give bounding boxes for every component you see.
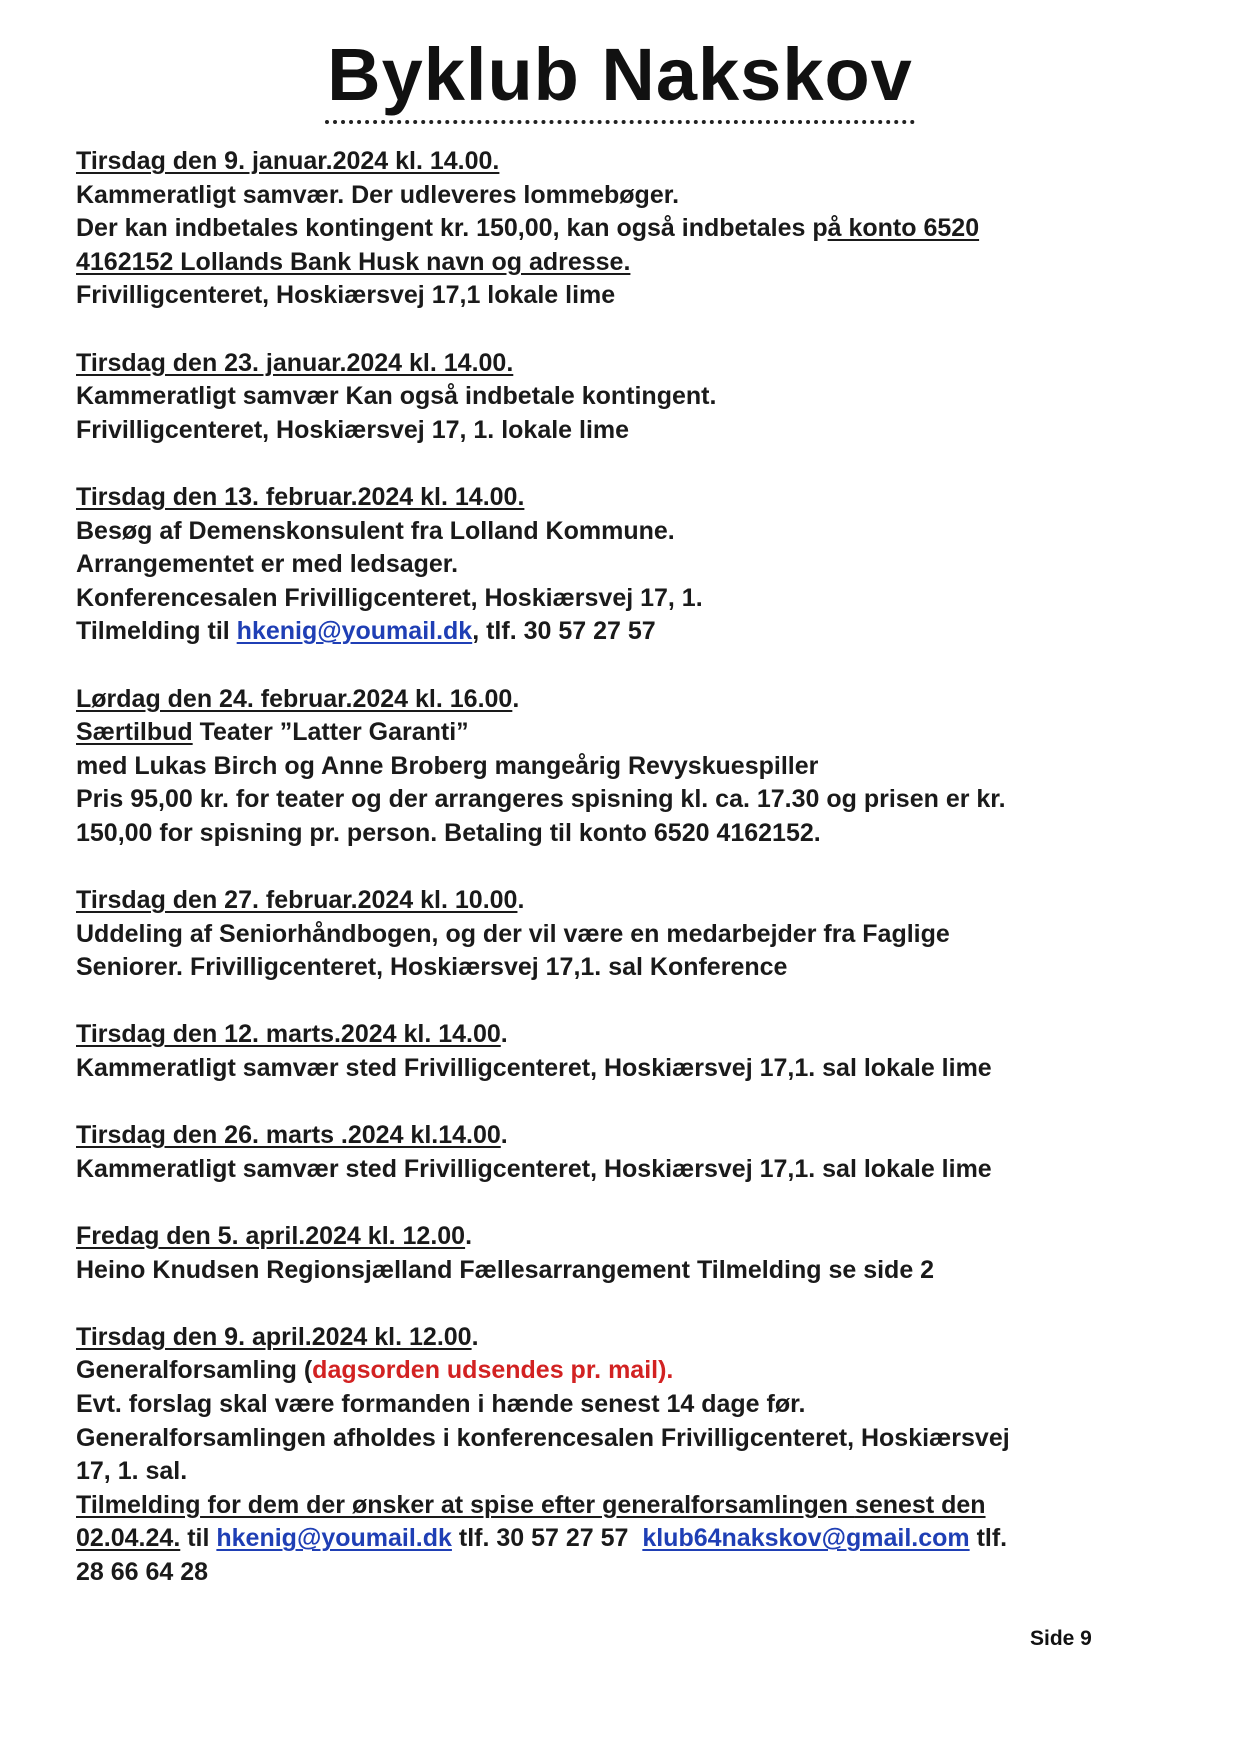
agenda-note: dagsorden udsendes pr. mail). xyxy=(312,1356,674,1385)
signup-text: for dem der ønsker at spise efter generalforsamlingen xyxy=(200,1490,855,1519)
event-date: Tirsdag den 13. februar.2024 kl. 14.00. xyxy=(76,482,525,511)
event-location: Kammeratligt samvær sted Frivilligcenteret, Hoskiærsvej 17,1. sal lokale lime xyxy=(76,1154,992,1183)
event-text: Tilmelding til xyxy=(76,617,237,646)
email-link[interactable]: hkenig@youmail.dk xyxy=(236,617,473,646)
event-text: Generalforsamling ( xyxy=(76,1356,313,1385)
event-item xyxy=(76,1321,1186,1590)
event-text: Heino Knudsen Regionsjælland Fællesarrangement Tilmelding se side 2 xyxy=(76,1255,935,1284)
event-item xyxy=(76,145,1186,313)
event-date: Tirsdag den 27. februar.2024 kl. 10.00 xyxy=(76,886,518,915)
signup-label: Tilmelding xyxy=(76,1490,201,1519)
event-text: Uddeling af Seniorhåndbogen, og der vil være en medarbejder fra Faglige xyxy=(76,919,950,948)
event-date-line xyxy=(76,683,1186,717)
event-date-line xyxy=(76,1119,1186,1153)
event-date: Tirsdag den 9. april.2024 kl. 12.00 xyxy=(76,1322,472,1351)
event-date-tail: . xyxy=(465,1222,473,1250)
event-text-line xyxy=(76,1489,1186,1523)
event-date-line xyxy=(76,1321,1186,1355)
event-text: Arrangementet er med ledsager. xyxy=(76,550,459,579)
event-date-line xyxy=(76,347,1186,381)
event-text: Kammeratligt samvær. Der udleveres lommebøger. xyxy=(76,180,680,209)
event-text-line xyxy=(76,246,1186,280)
account-info: 4162152 Lollands Bank Husk navn og adresse. xyxy=(76,247,631,276)
event-text: Pris 95,00 kr. for teater og der arrangeres spisning kl. ca. 17.30 og prisen er kr. xyxy=(76,785,1006,814)
event-date-line xyxy=(76,145,1186,179)
event-date-line xyxy=(76,1018,1186,1052)
page-number: Side 9 xyxy=(1030,1627,1092,1650)
event-item xyxy=(76,683,1186,851)
event-location: Frivilligcenteret, Hoskiærsvej 17, 1. lokale lime xyxy=(76,415,630,444)
event-location: Kammeratligt samvær sted Frivilligcenteret, Hoskiærsvej 17,1. sal lokale lime xyxy=(76,1054,992,1083)
email-link[interactable]: hkenig@youmail.dk xyxy=(216,1524,452,1553)
signup-date: 02.04.24. xyxy=(76,1524,181,1553)
event-text: med Lukas Birch og Anne Broberg mangeårig Revyskuespiller xyxy=(76,751,819,780)
event-text-line xyxy=(76,716,1186,750)
event-location: Konferencesalen Frivilligcenteret, Hoskiærsvej 17, 1. xyxy=(76,583,703,612)
event-date: Tirsdag den 23. januar.2024 kl. 14.00. xyxy=(76,348,514,377)
signup-deadline: senest den xyxy=(854,1490,986,1519)
event-date-tail: . xyxy=(517,886,525,915)
phone-text: tlf. 30 57 27 57 xyxy=(451,1524,643,1553)
account-info: å konto 6520 xyxy=(827,214,980,243)
event-text-line xyxy=(76,1522,1186,1556)
event-text: , tlf. 30 57 27 57 xyxy=(472,617,656,646)
event-item xyxy=(76,884,1186,985)
event-item xyxy=(76,1018,1186,1085)
page-title: Byklub Nakskov xyxy=(325,34,915,124)
event-date-tail: . xyxy=(471,1322,479,1351)
event-list xyxy=(76,145,1186,1623)
event-text: 150,00 for spisning pr. person. Betaling til konto 6520 4162152. xyxy=(76,818,821,847)
event-item xyxy=(76,1119,1186,1186)
event-date: Tirsdag den 9. januar.2024 kl. 14.00. xyxy=(76,147,500,175)
event-location: Seniorer. Frivilligcenteret, Hoskiærsvej 17,1. sal Konference xyxy=(76,953,788,982)
event-item xyxy=(76,347,1186,448)
event-date-line xyxy=(76,481,1186,515)
event-date-tail: . xyxy=(500,1121,508,1150)
event-date-line xyxy=(76,1220,1186,1254)
event-location: 17, 1. sal. xyxy=(76,1457,188,1486)
event-text: Teater ”Latter Garanti” xyxy=(192,718,469,747)
event-text-line xyxy=(76,1354,1186,1388)
title-wrap xyxy=(0,34,1240,124)
offer-label: Særtilbud xyxy=(76,718,193,747)
event-item xyxy=(76,481,1186,649)
event-date-line xyxy=(76,884,1186,918)
event-location: Frivilligcenteret, Hoskiærsvej 17,1 lokale lime xyxy=(76,281,616,310)
event-date-tail: . xyxy=(500,1020,508,1049)
phone-number: 28 66 64 28 xyxy=(76,1557,209,1586)
event-text-line xyxy=(76,212,1186,246)
event-text: Der kan indbetales kontingent kr. 150,00, kan også indbetales p xyxy=(76,214,828,243)
email-link[interactable]: klub64nakskov@gmail.com xyxy=(642,1524,970,1553)
event-date: Tirsdag den 26. marts .2024 kl.14.00 xyxy=(76,1121,501,1150)
phone-label: tlf. xyxy=(969,1524,1008,1553)
event-text: Besøg af Demenskonsulent fra Lolland Kommune. xyxy=(76,516,675,545)
event-date-tail: . xyxy=(512,684,520,713)
event-date: Tirsdag den 12. marts.2024 kl. 14.00 xyxy=(76,1020,501,1049)
event-text: til xyxy=(180,1524,217,1553)
event-item xyxy=(76,1220,1186,1287)
event-date: Fredag den 5. april.2024 kl. 12.00 xyxy=(76,1222,466,1250)
event-date: Lørdag den 24. februar.2024 kl. 16.00 xyxy=(76,684,513,713)
event-text: Kammeratligt samvær Kan også indbetale kontingent. xyxy=(76,382,717,411)
event-text-line xyxy=(76,615,1186,649)
event-location: Generalforsamlingen afholdes i konferencesalen Frivilligcenteret, Hoskiærsvej xyxy=(76,1423,1010,1452)
event-text: Evt. forslag skal være formanden i hænde senest 14 dage før. xyxy=(76,1389,806,1418)
